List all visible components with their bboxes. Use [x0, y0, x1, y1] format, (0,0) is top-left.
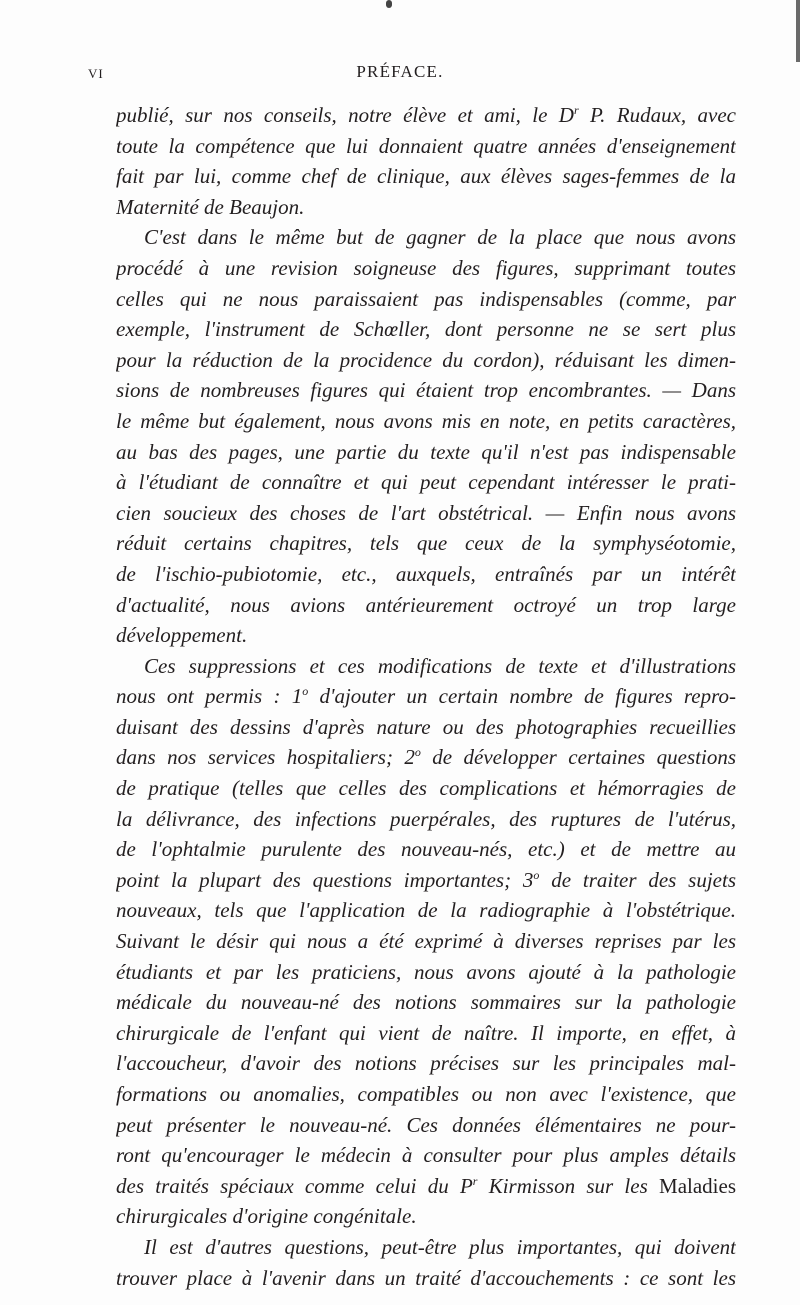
body-text	[116, 100, 736, 1293]
text-line: étudiants et par les praticiens, nous avons ajouté à la pathologie	[116, 959, 736, 984]
text-line: de pratique (telles que celles des complications et hémorragies de	[116, 776, 736, 801]
text-line: développement.	[116, 623, 248, 648]
page-edge-shadow	[796, 0, 800, 62]
text-line: l'accoucheur, d'avoir des notions précises sur les principales mal-	[116, 1051, 736, 1076]
text-line: C'est dans le même but de gagner de la place que nous avons	[144, 225, 736, 250]
text-line: point la plupart des questions importantes; 3$^o$ de traiter des sujets	[116, 867, 736, 892]
text-line: peut présenter le nouveau-né. Ces données élémentaires ne pour-	[116, 1112, 736, 1137]
text-line: réduit certains chapitres, tels que ceux de la symphyséotomie,	[116, 531, 736, 556]
text-line: ront qu'encourager le médecin à consulter pour plus amples détails	[116, 1143, 736, 1168]
text-line: dans nos services hospitaliers; 2$^o$ de développer certaines questions	[116, 745, 736, 770]
text-line: de l'ophtalmie purulente des nouveau-nés, etc.) et de mettre au	[116, 837, 736, 862]
text-line: cien soucieux des choses de l'art obstétrical. — Enfin nous avons	[116, 500, 736, 525]
text-line: duisant des dessins d'après nature ou des photographies recueillies	[116, 714, 736, 739]
text-line: publié, sur nos conseils, notre élève et ami, le $D^r$ P. Rudaux, avec	[116, 103, 736, 127]
text-line: Il est d'autres questions, peut-être plus importantes, qui doivent	[144, 1234, 736, 1259]
text-line: fait par lui, comme chef de clinique, aux élèves sages-femmes de la	[116, 164, 736, 189]
text-line: Suivant le désir qui nous a été exprimé à diverses reprises par les	[116, 929, 736, 954]
text-line: sions de nombreuses figures qui étaient trop encombrantes. — Dans	[116, 378, 736, 403]
text-line: chirurgicales d'origine congénitale.	[116, 1204, 417, 1229]
text-line: toute la compétence que lui donnaient quatre années d'enseignement	[116, 133, 736, 158]
text-line: au bas des pages, une partie du texte qu'il n'est pas indispensable	[116, 439, 736, 464]
text-line: des traités spéciaux comme celui du $P^r$ Kirmisson sur les Maladies	[116, 1173, 736, 1198]
text-line: nous ont permis : 1$^o$ d'ajouter un certain nombre de figures repro-	[116, 684, 736, 709]
text-line: formations ou anomalies, compatibles ou non avec l'existence, que	[116, 1082, 736, 1106]
text-line: trouver place à l'avenir dans un traité d'accouchements : ce sont les	[116, 1265, 736, 1290]
text-line: procédé à une revision soigneuse des figures, supprimant toutes	[116, 255, 736, 280]
text-line: le même but également, nous avons mis en note, en petits caractères,	[116, 408, 736, 433]
text-line: de l'ischio-pubiotomie, etc., auxquels, entraînés par un intérêt	[116, 561, 736, 586]
text-line: Maternité de Beaujon.	[116, 194, 305, 219]
text-line: chirurgicale de l'enfant qui vient de naître. Il importe, en effet, à	[116, 1020, 736, 1045]
text-line: Ces suppressions et ces modifications de texte et d'illustrations	[144, 653, 736, 678]
text-line: la délivrance, des infections puerpérales, des ruptures de l'utérus,	[116, 806, 736, 831]
page-header	[0, 62, 800, 86]
text-line: nouveaux, tels que l'application de la radiographie à l'obstétrique.	[116, 898, 736, 923]
text-line: d'actualité, nous avions antérieurement octroyé un trop large	[116, 592, 736, 617]
text-line: celles qui ne nous paraissaient pas indispensables (comme, par	[116, 286, 736, 311]
text-line: pour la réduction de la procidence du cordon), réduisant les dimen-	[116, 347, 736, 372]
text-line: exemple, l'instrument de Schœller, dont personne ne se sert plus	[116, 317, 736, 342]
page-number: VI	[88, 66, 104, 81]
running-head: PRÉFACE.	[356, 62, 444, 81]
text-line: médicale du nouveau-né des notions sommaires sur la pathologie	[116, 990, 736, 1015]
edge-mark	[386, 0, 392, 8]
text-line: à l'étudiant de connaître et qui peut cependant intéresser le prati-	[116, 470, 736, 495]
